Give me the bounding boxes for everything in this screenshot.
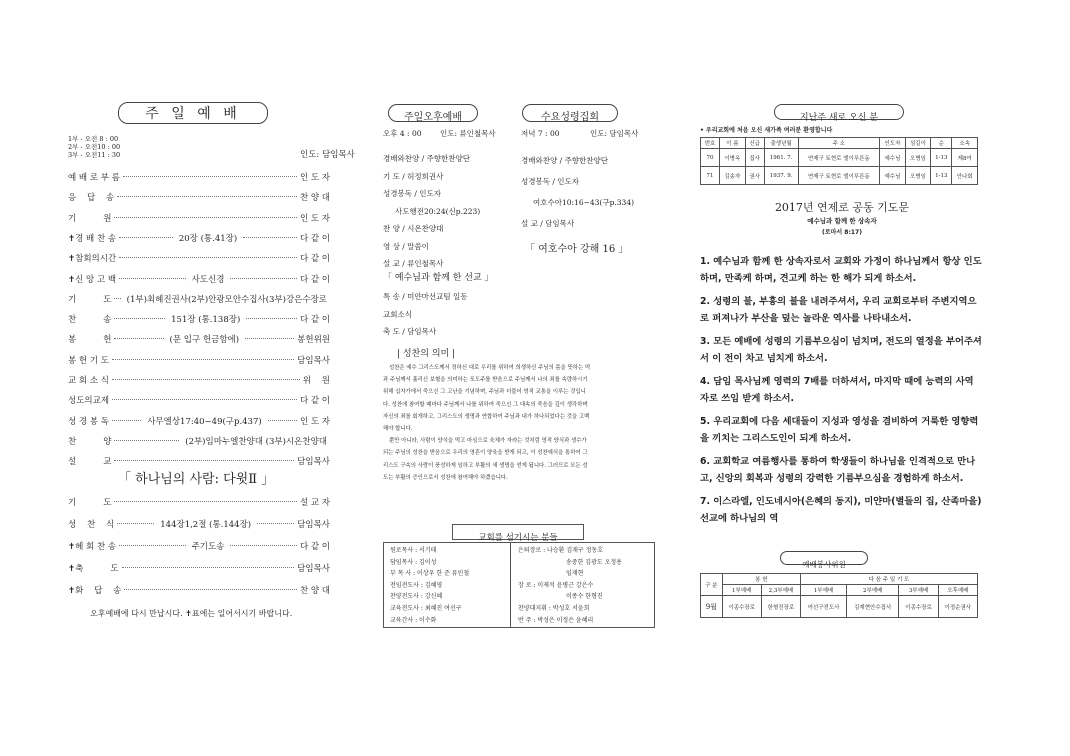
servants-box xyxy=(383,542,655,628)
committee-sub-row: 1부예배 2,3부예배 1부예배 2부예배 3부예배 오후예배 xyxy=(701,585,978,596)
new-members-table xyxy=(700,137,978,185)
afternoon-time: 오후 4 : 00 xyxy=(383,129,422,138)
committee-head-row: 구 분 봉 헌 다 음 주 일 기 도 xyxy=(701,574,978,585)
service-row-person: 인 도 자 xyxy=(299,416,330,427)
service-row-detail: 주기도송 xyxy=(191,542,225,552)
service-row xyxy=(68,562,330,574)
prayer-list xyxy=(700,253,982,533)
service-row-label: 기 도 xyxy=(68,294,112,305)
service-row-person: 담임목사 xyxy=(297,520,330,530)
servants-left: 원로목사 : 서기태 담임목사 : 김이성 부 목 사 : 이상우 한 준 류인철 전임전도사 : 김혜영 찬양전도사 : 강신혜 교육전도사 : 최혜진 여선구 교육간사 : 이수화 xyxy=(390,547,470,624)
service-row-person: 담임목사 xyxy=(297,355,330,366)
prayer-item: 5. 우리교회에 다음 세대들이 지성과 영성을 겸비하여 거룩한 영향력을 끼치는 그리스도인이 되게 하소서. xyxy=(700,416,979,444)
afternoon-sermon: 「 예수님과 함께 한 선교 」 xyxy=(383,273,494,283)
service-row-label: ✝참회의시간 xyxy=(68,254,117,265)
service-row-person: 인 도 자 xyxy=(299,173,330,183)
service-row-label: 봉 헌 기 도 xyxy=(68,355,109,366)
service-row-label: 찬 양 xyxy=(68,436,112,447)
dot-leader xyxy=(119,257,297,258)
prayer-reference: (로마서 8:17) xyxy=(822,229,862,236)
footer-note: 오후예배에 다시 만납시다. ✝표에는 일어서시기 바랍니다. xyxy=(90,609,293,618)
service-row xyxy=(68,191,330,203)
service-row-label: ✝신 앙 고 백 xyxy=(68,274,117,285)
service-row xyxy=(68,496,330,508)
service-row xyxy=(68,435,330,447)
service-row-label: 교 회 소 식 xyxy=(68,376,109,386)
dot-leader xyxy=(114,338,163,339)
service-row xyxy=(68,171,330,183)
service-row-person: 위 원 xyxy=(302,376,330,386)
dot-leader xyxy=(112,359,294,360)
dot-leader xyxy=(230,545,297,546)
service-row-person: 다 같 이 xyxy=(299,274,331,285)
dot-leader xyxy=(230,278,297,279)
afternoon-items: 경배와찬양 / 주향한찬양단 기 도 / 허정희권사 성경봉독 / 인도자 사도행전20:24(신p.223) 찬 양 / 시온찬양대 영 상 / 말씀이 설 교 / 류인철목사 xyxy=(383,154,481,268)
service-row-person: 다 같 이 xyxy=(299,315,330,326)
service-times: 1부 - 오전 8 : 00 2부 - 오전10 : 00 3부 - 오전11 : 30 xyxy=(68,135,121,159)
dot-leader xyxy=(245,338,294,339)
dot-leader xyxy=(114,298,120,299)
service-row-label: 설 교 xyxy=(68,457,112,468)
dot-leader xyxy=(117,196,297,197)
main-service-title: 주 일 예 배 xyxy=(145,106,241,122)
dot-leader xyxy=(119,237,173,238)
service-row-person: 봉헌위원 xyxy=(297,335,331,346)
table-row: 9월 이종수장로 한형진장로 여선구전도사 김재현안수집사 이종수장로 이정순권사 xyxy=(701,596,978,618)
meaning-text: 성찬은 예수 그리스도께서 정하신 대로 우리를 위하여 희생하신 주님의 몸을 뜻하는 떡 과 주님께서 흘리신 보혈을 의미하는 포도주를 받음으로 주님께서 나의 죄를 속량하시기 위해 십자가에서 죽으신 그 고난을 기념하며, 주님과 더불어 영적 교통을 이루는 것입니 다. 성찬에 참여할 때마다 주님께서 나를 위하여 죽으신 그 대속의 죽음을 깊이 생각하며 자신의 죄를 회개하고, 그리스도의 생명과 연합하여 주님과 내가 하나되었다는 것을 고백 해야 합니다. 뿐만 아니라, 사람이 양식을 먹고 마심으로 육체가 자라는 것처럼 영적 양식과 생수가 되는 주님의 성찬을 받음으로 우리의 영혼이 양육을 받게 되고, 이 성찬예식을 통하여 그 리스도 구속의 사랑이 풍성하게 임하고 부활의 새 생명을 얻게 됩니다. 그러므로 모든 성 도는 부활의 증인으로서 성찬에 참여해야 하겠습니다. xyxy=(383,365,591,481)
prayer-subtitle: 예수님과 함께 한 상속자 xyxy=(807,217,877,225)
new-members-note: • 우리교회에 처음 오신 새가족 여러분 환영합니다 xyxy=(700,127,833,134)
meaning-title: | 성찬의 의미 | xyxy=(397,349,456,359)
dot-leader xyxy=(112,399,297,400)
dot-leader xyxy=(114,501,297,502)
service-row-label: 응 답 송 xyxy=(68,193,115,204)
service-row-detail: (2부)임마누엘찬양대 (3부)시온찬양대 xyxy=(185,436,327,447)
new-members-title-box xyxy=(774,104,904,123)
service-row xyxy=(68,232,330,244)
dot-leader xyxy=(112,379,300,380)
service-row-label: 예 배 로 부 름 xyxy=(68,173,120,183)
servants-divider xyxy=(510,543,511,627)
servants-title: 교회를 섬기시는 분들 xyxy=(478,533,558,543)
service-row-person: 인 도 자 xyxy=(299,213,330,224)
committee-title-box xyxy=(780,551,868,569)
servants-title-box xyxy=(452,524,584,543)
prayer-item: 1. 예수님과 함께 한 상속자로서 교회와 가정이 하나님께서 항상 인도하며, 만족케 하며, 견고케 하는 한 해가 되게 하소서. xyxy=(700,256,982,284)
service-row xyxy=(68,540,330,552)
prayer-item: 3. 모든 예배에 성령의 기름부으심이 넘치며, 전도의 열정을 부어주셔서 이 전이 차고 넘치게 하소서. xyxy=(700,336,982,364)
service-row-person: 다 같 이 xyxy=(299,542,331,552)
dot-leader xyxy=(123,176,297,177)
service-row-label: 기 도 xyxy=(68,498,112,508)
service-row xyxy=(68,212,330,224)
new-members-title: 지난주 새로 오신 분 xyxy=(799,113,879,123)
service-row xyxy=(68,374,330,386)
service-row-label: 성 찬 식 xyxy=(68,520,115,530)
service-row-label: 기 원 xyxy=(68,213,112,224)
prayer-title: 2017년 연제로 공동 기도문 xyxy=(774,201,910,214)
table-row: 71 김송자 권사 1937. 9. 연제구 토현로 엘이푸른동 예수님 오병임 1-13 안나회 xyxy=(701,167,978,185)
new-members-header: 번호 이 름 신급 출생년월 주 소 인도자 섬길이 순 소속 xyxy=(701,138,978,149)
committee-title: 예배봉사위원 xyxy=(802,560,846,569)
afternoon-title-box xyxy=(388,104,478,122)
servants-right: 은퇴장로 : 나승환 김재구 정동호 송중한 김광도 오정용 임재현 장 로 : 이제석 윤병근 강은수 이종수 한형진 찬양대지휘 : 박성호 서윤희 반 주 : 박성은 이정은 윤혜리 xyxy=(518,547,622,624)
dot-leader xyxy=(243,237,297,238)
table-row: 70 이병옥 집사 1961. 7. 연제구 토현로 엘이푸른동 예수님 오병임 1-13 제8여 xyxy=(701,149,978,167)
service-row xyxy=(68,273,330,285)
service-row xyxy=(68,584,330,596)
afternoon-leader: 인도: 류인철목사 xyxy=(440,129,496,138)
service-row-person: 찬 양 대 xyxy=(299,193,330,204)
service-row xyxy=(68,313,330,325)
service-row-label: ✝화 답 송 xyxy=(68,586,122,596)
service-row-person: 다 같 이 xyxy=(299,233,330,244)
dot-leader xyxy=(257,523,294,524)
wednesday-leader: 인도: 담임목사 xyxy=(590,129,639,138)
dot-leader xyxy=(268,420,297,421)
service-row-detail: 사도신경 xyxy=(191,274,225,285)
service-row xyxy=(68,394,330,406)
committee-table xyxy=(700,573,978,618)
service-row xyxy=(68,252,330,264)
wednesday-sermon: 「 여호수아 강해 16 」 xyxy=(525,244,629,255)
prayer-item: 4. 담임 목사님께 영력의 7배를 더하셔서, 마지막 때에 능력의 사역자로 쓰임 받게 하소서. xyxy=(700,376,974,404)
dot-leader xyxy=(114,460,294,461)
service-row xyxy=(68,333,330,345)
afternoon-title: 주일오후예배 xyxy=(404,112,462,123)
service-row-person: 담임목사 xyxy=(297,564,330,574)
service-row-label: 봉 헌 xyxy=(68,335,112,346)
service-row-label: ✝헤 회 찬 송 xyxy=(68,542,117,552)
service-leader: 인도: 담임목사 xyxy=(300,150,355,160)
service-row xyxy=(68,518,330,530)
service-row-detail: (문 입구 헌금함에) xyxy=(169,335,240,346)
wednesday-time: 저녁 7 : 00 xyxy=(521,129,560,138)
prayer-item: 7. 이스라엘, 인도네시아(은혜의 동지), 미얀마(별들의 집, 산족마을) 선교에 하나님의 역 xyxy=(700,496,982,524)
service-row-person: 다 같 이 xyxy=(299,396,330,407)
service-row-label: ✝경 배 찬 송 xyxy=(68,233,117,244)
dot-leader xyxy=(114,217,297,218)
afternoon-items-2: 특 송 / 미얀마선교팀 일동 교회소식 축 도 / 담임목사 xyxy=(383,292,468,336)
dot-leader xyxy=(114,440,179,441)
service-row-detail: (1부)최혜진권사(2부)안광모안수집사(3부)강은수장로 xyxy=(126,294,327,305)
prayer-item: 6. 교회학교 여름행사를 통하여 학생들이 하나님을 인격적으로 만나고, 신앙의 회복과 성령의 강력한 기름부으심을 경험하게 하소서. xyxy=(700,456,976,484)
service-row-person: 설 교 자 xyxy=(299,498,330,508)
service-row xyxy=(68,293,330,305)
service-row xyxy=(68,455,330,467)
service-row-detail: 20장 (통.41장) xyxy=(178,233,238,244)
service-row-label: 성 경 봉 독 xyxy=(68,416,109,427)
service-row xyxy=(68,354,330,366)
service-row-person: 다 같 이 xyxy=(299,254,330,265)
wednesday-title: 수요성령집회 xyxy=(541,112,599,123)
service-row xyxy=(68,415,330,427)
service-row-person: 담임목사 xyxy=(297,457,330,468)
dot-leader xyxy=(117,523,154,524)
service-row-person: 찬 양 대 xyxy=(299,586,330,596)
wednesday-title-box xyxy=(522,104,618,122)
service-row-label: 성도의교제 xyxy=(68,396,110,407)
service-row-detail: 144장1,2절 (통.144장) xyxy=(160,520,252,530)
service-row-detail: 사무엘상17:40~49(구p.437) xyxy=(147,416,262,427)
dot-leader xyxy=(114,318,165,319)
main-service-title-box xyxy=(118,102,268,124)
dot-leader xyxy=(112,420,141,421)
wednesday-items: 경배와찬양 / 주향한찬양단 성경봉독 / 인도자 여호수아10:16~43(구p.334) 설 교 / 담임목사 xyxy=(521,156,635,228)
service-row-detail: 151장 (통.138장) xyxy=(171,315,241,326)
dot-leader xyxy=(119,545,186,546)
prayer-item: 2. 성령의 불, 부흥의 불을 내려주셔서, 우리 교회로부터 주변지역으로 퍼져나가 부산을 덮는 놀라운 역사를 나타내소서. xyxy=(700,296,977,324)
dot-leader xyxy=(122,567,295,568)
service-row-label: ✝축 도 xyxy=(68,564,119,574)
dot-leader xyxy=(246,318,297,319)
sermon-title: 「 하나님의 사람: 다윗Ⅱ 」 xyxy=(118,472,275,487)
dot-leader xyxy=(124,589,297,590)
service-row-label: 찬 송 xyxy=(68,315,112,326)
dot-leader xyxy=(119,278,186,279)
